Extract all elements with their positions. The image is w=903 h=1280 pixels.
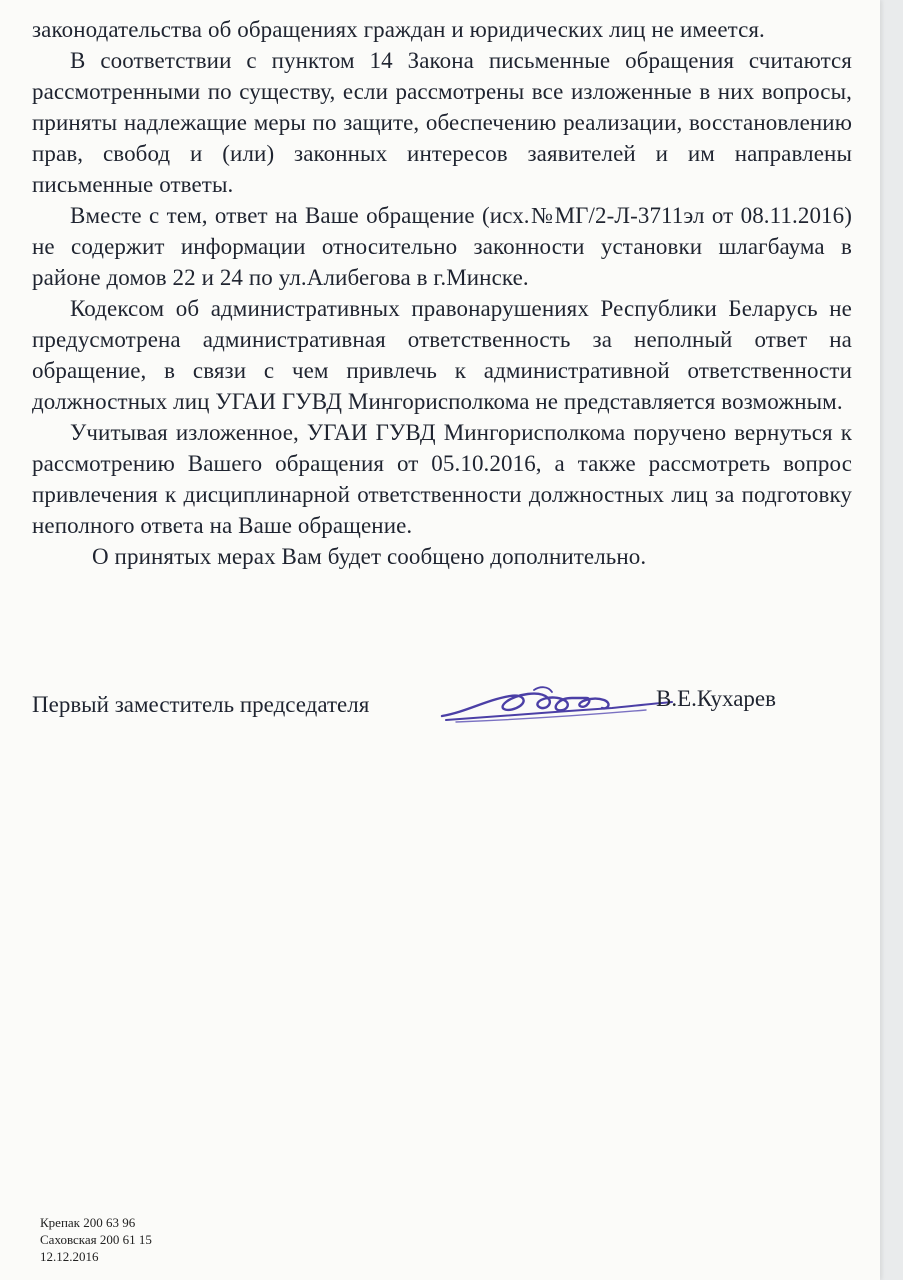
paragraph-previous-reply: Вместе с тем, ответ на Ваше обращение (исх.№МГ/2-Л-3711эл от 08.11.2016) не содержит информации относительно законности установки шлагбаума в районе домов 22 и 24 по ул.Алибегова в г.Минске.	[32, 203, 852, 290]
executor-contact-1: Крепак 200 63 96	[40, 1215, 136, 1230]
executor-footer	[40, 1214, 152, 1265]
signature-block	[32, 684, 862, 728]
paragraph-continuation: законодательства об обращениях граждан и юридических лиц не имеется.	[32, 17, 765, 42]
signatory-name: В.Е.Кухарев	[656, 686, 776, 711]
executor-contact-2: Саховская 200 61 15	[40, 1232, 152, 1247]
document-date: 12.12.2016	[40, 1249, 99, 1264]
paragraph-code-reference: Кодексом об административных правонарушениях Республики Беларусь не предусмотрена административная ответственность за неполный ответ на обращение, в связи с чем привлечь к административной ответственности должностных лиц УГАИ ГУВД Мингорисполкома не представляется возможным.	[32, 296, 852, 414]
paragraph-decision: Учитывая изложенное, УГАИ ГУВД Мингорисполкома поручено вернуться к рассмотрению Вашего обращения от 05.10.2016, а также рассмотреть вопрос привлечения к дисциплинарной ответственности должностных лиц за подготовку неполного ответа на Ваше обращение.	[32, 420, 852, 538]
signatory-position: Первый заместитель председателя	[32, 692, 370, 717]
letter-body	[32, 14, 852, 572]
paragraph-law-reference: В соответствии с пунктом 14 Закона письменные обращения считаются рассмотренными по существу, если рассмотрены все изложенные в них вопросы, приняты надлежащие меры по защите, обеспечению реализации, восстановлению прав, свобод и (или) законных интересов заявителей и им направлены письменные ответы.	[32, 48, 852, 197]
paragraph-closing: О принятых мерах Вам будет сообщено дополнительно.	[92, 544, 647, 569]
